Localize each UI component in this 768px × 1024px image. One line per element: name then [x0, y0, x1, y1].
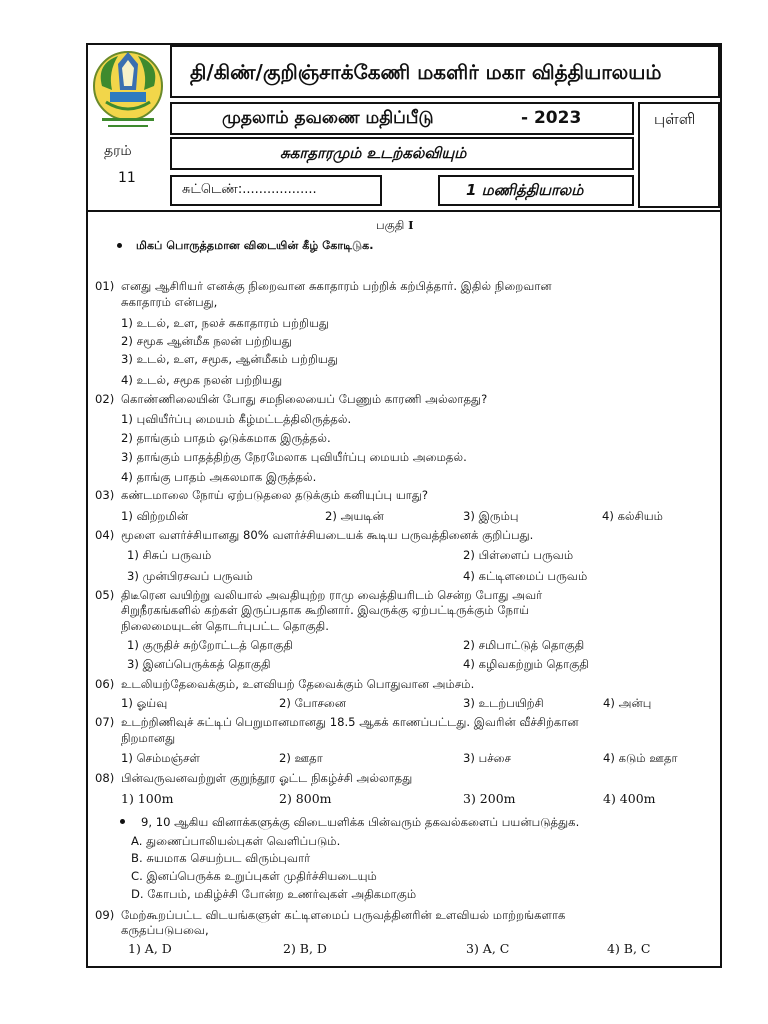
answer-option[interactable]: 2) சமூக ஆன்மீக நலன் பற்றியது: [121, 334, 292, 348]
question-number: 08): [95, 771, 115, 785]
answer-option[interactable]: 1) சிசுப் பருவம்: [127, 548, 212, 562]
grade-label: தரம்: [104, 143, 132, 159]
answer-option[interactable]: 2) அயடின்: [325, 509, 384, 523]
section-title: பகுதி I: [376, 218, 414, 232]
answer-option[interactable]: 1) 100m: [121, 791, 174, 806]
answer-option[interactable]: 3) இனப்பெருக்கத் தொகுதி: [127, 657, 271, 671]
school-logo: [88, 46, 168, 134]
answer-option[interactable]: 2) போசனை: [279, 696, 347, 710]
answer-option[interactable]: 1) ஓய்வு: [121, 696, 168, 710]
answer-option[interactable]: 1) A, D: [128, 941, 172, 956]
answer-option[interactable]: 2) சமிபாட்டுத் தொகுதி: [463, 638, 585, 652]
answer-option[interactable]: 4) கழிவகற்றும் தொகுதி: [463, 657, 589, 671]
answer-option[interactable]: 3) பச்சை: [463, 751, 512, 765]
question-text: மூளை வளர்ச்சியானது 80% வளர்ச்சியடையக் கூடிய பருவத்தினைக் குறிப்பது.: [121, 528, 534, 542]
answer-option[interactable]: 3) முன்பிரசவப் பருவம்: [127, 569, 253, 583]
index-number-field[interactable]: சுட்டெண்:..................: [182, 182, 317, 197]
question-number: 04): [95, 528, 115, 542]
question-text: பின்வருவனவற்றுள் குறுந்தூர ஓட்ட நிகழ்ச்சி அல்லாதது: [121, 771, 413, 785]
answer-option[interactable]: 2) 800m: [279, 791, 332, 806]
question-text-cont: நிலைமையுடன் தொடர்புபட்ட தொகுதி.: [121, 619, 329, 633]
question-number: 07): [95, 715, 115, 729]
answer-option[interactable]: 2) B, D: [283, 941, 327, 956]
question-number: 03): [95, 488, 115, 502]
question-text-cont: சிறுநீரகங்களில் கற்கள் இருப்பதாக கூறினார். இவருக்கு ஏற்பட்டிருக்கும் நோய்: [121, 603, 530, 617]
question-number: 02): [95, 392, 115, 406]
answer-option[interactable]: 4) உடல், சமூக நலன் பற்றியது: [121, 373, 283, 387]
exam-title: முதலாம் தவணை மதிப்பீடு: [222, 108, 434, 128]
answer-option[interactable]: 1) புவியீர்ப்பு மையம் கீழ்மட்டத்திலிருத்தல்.: [121, 412, 352, 426]
answer-option[interactable]: 4) கட்டிளமைப் பருவம்: [463, 569, 588, 583]
question-number: 05): [95, 588, 115, 602]
answer-option[interactable]: 4) B, C: [607, 941, 651, 956]
duration: 1 மணித்தியாலம்: [466, 181, 584, 199]
answer-option[interactable]: 2) ஊதா: [279, 751, 323, 765]
answer-option[interactable]: 1) விற்றமின்: [121, 509, 189, 523]
question-text-cont: நிறமானது: [121, 731, 176, 745]
answer-option[interactable]: 3) இரும்பு: [463, 509, 519, 523]
answer-option[interactable]: 4) கடும் ஊதா: [603, 751, 678, 765]
grade-value: 11: [118, 170, 136, 186]
question-text: எனது ஆசிரியர் எனக்கு நிறைவான சுகாதாரம் பற்றிக் கற்பித்தார். இதில் நிறைவான: [121, 279, 552, 293]
answer-option[interactable]: 3) A, C: [466, 941, 510, 956]
info-item: C. இனப்பெருக்க உறுப்புகள் முதிர்ச்சியடையும்: [131, 869, 377, 883]
answer-option[interactable]: 1) செம்மஞ்சள்: [121, 751, 201, 765]
question-text: உடற்றிணிவுச் சுட்டிப் பெறுமானமானது 18.5 ஆகக் காணப்பட்டது. இவரின் வீச்சிற்கான: [121, 715, 579, 729]
answer-option[interactable]: 2) தாங்கும் பாதம் ஒடுக்கமாக இருத்தல்.: [121, 431, 331, 445]
answer-option[interactable]: 3) உடல், உள, சமூக, ஆன்மீகம் பற்றியது: [121, 352, 338, 366]
answer-option[interactable]: 2) பிள்ளைப் பருவம்: [463, 548, 574, 562]
bullet-icon: [120, 819, 125, 824]
answer-option[interactable]: 1) உடல், உள, நலச் சுகாதாரம் பற்றியது: [121, 316, 329, 330]
question-text-cont: சுகாதாரம் என்பது,: [121, 295, 218, 309]
question-text: உடலியற்தேவைக்கும், உளவியற் தேவைக்கும் பொதுவான அம்சம்.: [121, 677, 475, 691]
answer-option[interactable]: 4) அன்பு: [603, 696, 652, 710]
subject-title: சுகாதாரமும் உடற்கல்வியும்: [280, 144, 467, 162]
question-text: திடீரென வயிற்று வலியால் அவதியுற்ற ராமு வைத்தியரிடம் சென்ற போது அவர்: [121, 588, 543, 602]
answer-option[interactable]: 4) 400m: [603, 791, 656, 806]
answer-option[interactable]: 3) உடற்பயிற்சி: [463, 696, 544, 710]
question-number: 01): [95, 279, 115, 293]
info-item: A. துணைப்பாலியல்புகள் வெளிப்படும்.: [131, 834, 341, 848]
bullet-icon: [117, 243, 122, 248]
info-item: D. கோபம், மகிழ்ச்சி போன்ற உணர்வுகள் அதிகமாகும்: [131, 887, 417, 901]
answer-option[interactable]: 3) 200m: [463, 791, 516, 806]
answer-option[interactable]: 3) தாங்கும் பாதத்திற்கு நேரமேலாக புவியீர்ப்பு மையம் அமைதல்.: [121, 450, 467, 464]
question-text: மேற்கூறப்பட்ட விடயங்களுள் கட்டிளமைப் பருவத்தினரின் உளவியல் மாற்றங்களாக: [121, 908, 566, 922]
answer-option[interactable]: 4) தாங்கு பாதம் அகலமாக இருத்தல்.: [121, 470, 317, 484]
answer-option[interactable]: 1) குருதிச் சுற்றோட்டத் தொகுதி: [127, 638, 293, 652]
info-item: B. சுயமாக செயற்பட விரும்புவார்: [131, 851, 311, 865]
answer-option[interactable]: 4) கல்சியம்: [602, 509, 663, 523]
section-instruction: மிகப் பொருத்தமான விடையின் கீழ் கோடிடுக.: [136, 239, 374, 252]
question-text-cont: கருதப்படுபவை,: [121, 923, 209, 937]
school-name: தி/கிண்/குறிஞ்சாக்கேணி மகளிர் மகா வித்தியாலயம்: [190, 60, 662, 84]
question-number: 06): [95, 677, 115, 691]
info-intro: 9, 10 ஆகிய வினாக்களுக்கு விடையளிக்க பின்வரும் தகவல்களைப் பயன்படுத்துக.: [141, 815, 580, 829]
question-text: கொண்ணிலையின் போது சமநிலையைப் பேணும் காரணி அல்லாதது?: [121, 392, 488, 406]
question-text: கண்டமாலை நோய் ஏற்படுதலை தடுக்கும் கனியுப்பு யாது?: [121, 488, 429, 502]
header-divider: [86, 210, 722, 212]
exam-year: - 2023: [521, 108, 582, 128]
question-number: 09): [95, 908, 115, 922]
marks-label: புள்ளி: [654, 110, 696, 128]
